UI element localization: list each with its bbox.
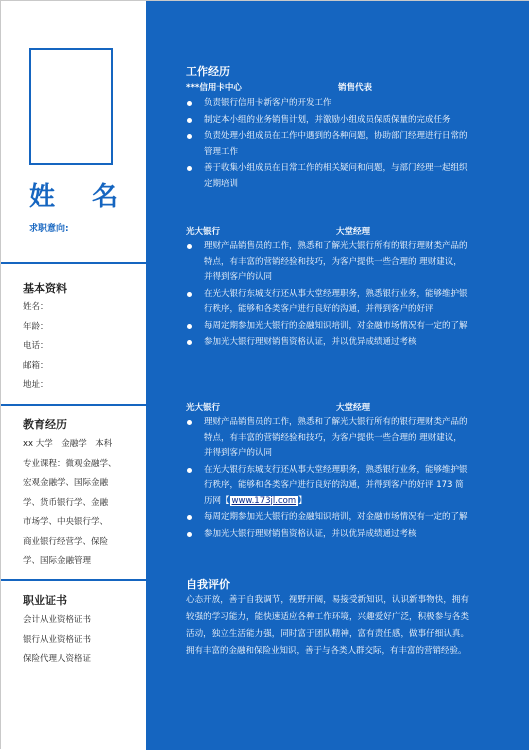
job-bullets — [186, 239, 468, 352]
certificate-item: 银行从业资格证书 — [23, 634, 92, 645]
bullet-icon — [187, 292, 192, 297]
bullet-icon — [187, 468, 192, 473]
bullet-icon — [187, 340, 192, 345]
right-column — [146, 1, 529, 750]
basic-field-address: 地址： — [23, 380, 49, 390]
job-header — [186, 81, 373, 93]
bullet-icon — [187, 244, 192, 249]
left-column — [1, 1, 146, 750]
job-role: 销售代表 — [338, 83, 373, 93]
basic-field-email: 邮箱： — [23, 360, 49, 371]
certificate-item: 会计从业资格证书 — [23, 615, 92, 625]
divider — [1, 404, 146, 406]
list-item: 每周定期参加光大银行的金融知识培训，对金融市场情况有一定的了解 — [186, 510, 468, 526]
certificates-title: 职业证书 — [23, 594, 67, 607]
education-line: 宏观金融学、国际金融 — [23, 478, 109, 488]
self-evaluation-text: 心态开放，善于自我调节，视野开阔，易接受新知识，认识新事物快，拥有较强的学习能力，能快速适应各种工作环境，兴趣爱好广泛，积极参与各类活动，独立生活能力强，同时富于团队精神，富有责任感，做事仔细认真。拥有丰富的金融和保险业知识，善于与各类人群交际，有丰富的营销经验。 — [186, 595, 469, 656]
list-item: 负责银行信用卡新客户的开发工作 — [186, 96, 468, 112]
divider — [1, 262, 146, 264]
basic-field-age: 年龄： — [23, 321, 49, 332]
divider — [1, 579, 146, 581]
website-link[interactable]: www.173jl.com — [231, 495, 297, 506]
list-item: 在光大银行东城支行还从事大堂经理职务，熟悉银行业务，能够维护银行秩序，能够和各类客户进行良好的沟通，并得到客户的好评 173 简历网【 www.173jl.com 】 — [186, 463, 468, 510]
job-company: 光大银行 — [186, 403, 221, 413]
education-line: xx 大学 金融学 本科 — [23, 439, 113, 449]
job-bullets — [186, 415, 468, 543]
job-company: 光大银行 — [186, 227, 221, 237]
job-bullets — [186, 96, 468, 193]
job-company: ***信用卡中心 — [186, 83, 242, 93]
self-evaluation-title: 自我评价 — [186, 578, 230, 591]
job-role: 大堂经理 — [336, 403, 371, 413]
job-role: 大堂经理 — [336, 227, 371, 237]
bullet-icon — [187, 532, 192, 537]
list-item: 每周定期参加光大银行的金融知识培训，对金融市场情况有一定的了解 — [186, 319, 468, 335]
photo-placeholder — [29, 48, 113, 165]
job-header — [186, 401, 371, 413]
bullet-icon — [187, 134, 192, 139]
education-line: 专业课程：微观金融学、 — [23, 458, 117, 469]
basic-info-list — [23, 298, 133, 396]
list-item: 理财产品销售员的工作，熟悉和了解光大银行所有的银行理财类产品的特点，有丰富的营销经验和技巧，为客户提供一些合理的 理财建议，并得到客户的认同 — [186, 415, 468, 462]
job-intent-label: 求职意向: — [29, 224, 69, 234]
certificates-list — [23, 611, 133, 670]
education-line: 学、国际金融管理 — [23, 556, 92, 566]
list-item: 在光大银行东城支行还从事大堂经理职务，熟悉银行业务，能够维护银行秩序，能够和各类客户进行良好的沟通，并得到客户的好评 — [186, 287, 468, 318]
list-item: 参加光大银行理财销售资格认证，并以优异成绩通过考核 — [186, 335, 468, 351]
education-line: 学、货币银行学、金融 — [23, 497, 109, 508]
basic-field-phone: 电话： — [23, 341, 49, 351]
list-item: 制定本小组的业务销售计划，并激励小组成员保质保量的完成任务 — [186, 113, 468, 129]
bullet-icon — [187, 166, 192, 171]
education-list — [23, 435, 141, 572]
candidate-name: 姓 名 — [28, 182, 133, 212]
bullet-icon — [187, 118, 192, 123]
job-header — [186, 225, 371, 237]
education-line: 市场学、中央银行学、 — [23, 517, 109, 527]
bullet-icon — [187, 515, 192, 520]
list-item: 善于收集小组成员在日常工作的相关疑问和问题，与部门经理一起组织定期培训 — [186, 161, 468, 192]
basic-info-title: 基本资料 — [23, 282, 67, 295]
bullet-icon — [187, 420, 192, 425]
basic-field-name: 姓名： — [23, 302, 49, 312]
work-experience-title: 工作经历 — [186, 65, 230, 78]
list-item: 参加光大银行理财销售资格认证，并以优异成绩通过考核 — [186, 527, 468, 543]
bullet-icon — [187, 324, 192, 329]
list-item: 负责处理小组成员在工作中遇到的各种问题，协助部门经理进行日常的管理工作 — [186, 129, 468, 160]
education-title: 教育经历 — [23, 418, 67, 431]
list-item: 理财产品销售员的工作，熟悉和了解光大银行所有的银行理财类产品的特点，有丰富的营销经验和技巧，为客户提供一些合理的 理财建议，并得到客户的认同 — [186, 239, 468, 286]
certificate-item: 保险代理人资格证 — [23, 654, 92, 664]
education-line: 商业银行经营学、保险 — [23, 536, 109, 547]
bullet-icon — [187, 101, 192, 106]
